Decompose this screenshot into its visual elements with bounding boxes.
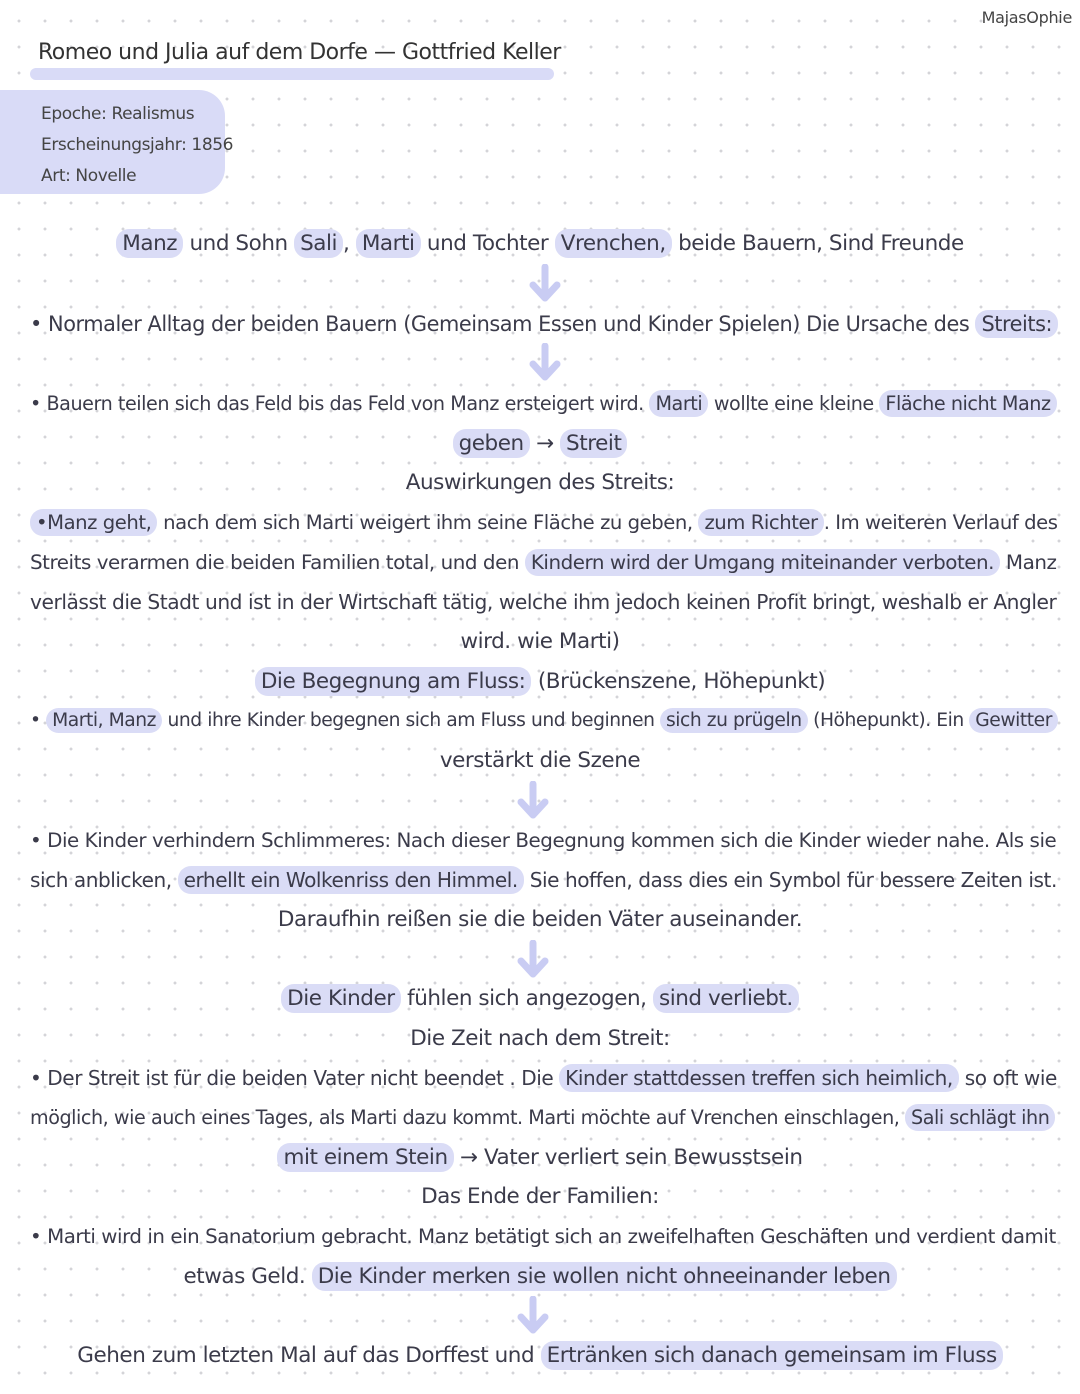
line-szene bbox=[30, 746, 1050, 776]
highlight: Streits: bbox=[975, 310, 1058, 338]
line-ohneeinander bbox=[30, 1262, 1050, 1292]
line-verliebt bbox=[30, 984, 1050, 1014]
down-arrow-icon bbox=[516, 940, 550, 978]
text: möglich, wie auch eines Tages, als Marti dazu kommt. Marti möchte auf Vrenchen einschlagen, bbox=[30, 1106, 906, 1129]
text: Die Zeit nach dem Streit: bbox=[410, 1026, 670, 1051]
line-fluss bbox=[30, 706, 1050, 736]
highlight: Die Kinder merken sie wollen nicht ohneeinander leben bbox=[312, 1262, 897, 1291]
highlight: zum Richter bbox=[698, 509, 823, 536]
highlight: Marti, Manz bbox=[46, 708, 162, 733]
highlight: Sali bbox=[294, 229, 343, 258]
highlight: geben bbox=[453, 429, 530, 458]
highlight: Kinder stattdessen treffen sich heimlich, bbox=[559, 1064, 959, 1092]
down-arrow-icon bbox=[516, 781, 550, 819]
line-verarmen bbox=[30, 548, 1057, 578]
text: Das Ende der Familien: bbox=[421, 1184, 659, 1209]
section-heading bbox=[30, 667, 1050, 697]
text: wird. wie Marti) bbox=[460, 629, 620, 654]
highlight: erhellt ein Wolkenriss den Himmel. bbox=[178, 866, 524, 894]
text: verlässt die Stadt und ist in der Wirtschaft tätig, welche ihm jedoch keinen Profit bringt, weshalb er Angler bbox=[30, 590, 1057, 614]
highlight: Die Begegnung am Fluss: bbox=[255, 667, 532, 696]
text: • Bauern teilen sich das Feld bis das Feld von Manz ersteigert wird. bbox=[30, 392, 650, 415]
text: → Vater verliert sein Bewusstsein bbox=[453, 1145, 803, 1170]
text: (Brückenszene, Höhepunkt) bbox=[531, 669, 826, 694]
highlight: Fläche nicht Manz bbox=[879, 390, 1056, 417]
info-type: Art: Novelle bbox=[41, 166, 137, 186]
highlight: Vrenchen, bbox=[555, 229, 672, 258]
text: verstärkt die Szene bbox=[439, 748, 641, 773]
text: etwas Geld. bbox=[183, 1264, 312, 1289]
line-characters bbox=[30, 229, 1050, 259]
highlight: Sali schlägt ihn bbox=[905, 1104, 1055, 1131]
line-kinder bbox=[30, 826, 1057, 856]
down-arrow-icon bbox=[528, 264, 562, 302]
text: • Normaler Alltag der beiden Bauern (Gemeinsam Essen und Kinder Spielen) Die Ursache des bbox=[30, 312, 976, 336]
text: , bbox=[343, 231, 356, 256]
text: nach dem sich Marti weigert ihm seine Fläche zu geben, bbox=[157, 511, 699, 534]
line-stein bbox=[30, 1143, 1050, 1173]
text: Daraufhin reißen sie die beiden Väter auseinander. bbox=[277, 907, 803, 932]
section-heading bbox=[30, 1024, 1050, 1054]
text: und Sohn bbox=[183, 231, 295, 256]
highlight: Ertränken sich danach gemeinsam im Fluss bbox=[541, 1341, 1003, 1370]
text: Auswirkungen des Streits: bbox=[405, 470, 675, 495]
text: und ihre Kinder begegnen sich am Fluss und beginnen bbox=[162, 710, 660, 731]
down-arrow-icon bbox=[528, 343, 562, 381]
text: • Der Streit ist für die beiden Vater nicht beendet . Die bbox=[30, 1066, 560, 1090]
text: • bbox=[30, 710, 47, 731]
highlight: Gewitter bbox=[969, 708, 1058, 733]
line-wirtschaft bbox=[30, 587, 1057, 617]
down-arrow-icon bbox=[516, 1296, 550, 1334]
text: so oft wie bbox=[958, 1066, 1057, 1090]
line-angler bbox=[30, 627, 1050, 657]
text: Manz bbox=[1000, 551, 1057, 574]
text: Gehen zum letzten Mal auf das Dorffest und bbox=[77, 1343, 541, 1368]
line-alltag bbox=[30, 309, 1053, 339]
info-year: Erscheinungsjahr: 1856 bbox=[41, 135, 234, 155]
highlight: sind verliebt. bbox=[653, 984, 799, 1013]
highlight: Marti bbox=[649, 390, 708, 417]
line-einschlagen bbox=[30, 1103, 1050, 1133]
highlight: Manz bbox=[116, 229, 183, 258]
highlight: Kindern wird der Umgang miteinander verboten. bbox=[525, 549, 1000, 576]
text: fühlen sich angezogen, bbox=[400, 986, 653, 1011]
text: sich anblicken, bbox=[30, 868, 178, 892]
highlight: •Manz geht, bbox=[30, 509, 157, 536]
section-heading bbox=[30, 1182, 1050, 1212]
page-title: Romeo und Julia auf dem Dorfe — Gottfried Keller bbox=[38, 40, 561, 65]
line-sanatorium bbox=[30, 1222, 1056, 1252]
line-heimlich bbox=[30, 1063, 1057, 1093]
text: . Im weiteren Verlauf des bbox=[823, 511, 1058, 534]
text: Sie hoffen, dass dies ein Symbol für bessere Zeiten ist. bbox=[523, 868, 1057, 892]
text: Streits verarmen die beiden Familien total, und den bbox=[30, 551, 525, 574]
author-name: MajasOphie bbox=[981, 8, 1072, 27]
highlight: mit einem Stein bbox=[277, 1143, 453, 1172]
text: (Höhepunkt). Ein bbox=[807, 710, 970, 731]
text: • Die Kinder verhindern Schlimmeres: Nach dieser Begegnung kommen sich die Kinder wieder nahe. Als sie bbox=[30, 829, 1057, 852]
line-ende bbox=[30, 1341, 1050, 1371]
text: • Marti wird in ein Sanatorium gebracht. Manz betätigt sich an zweifelhaften Geschäften und verdient damit bbox=[30, 1225, 1056, 1248]
section-heading bbox=[30, 468, 1050, 498]
line-streit bbox=[30, 429, 1050, 459]
text: → bbox=[529, 431, 561, 456]
line-vaeter bbox=[30, 905, 1050, 935]
highlight: sich zu prügeln bbox=[660, 708, 808, 733]
text: beide Bauern, Sind Freunde bbox=[671, 231, 964, 256]
highlight: Streit bbox=[560, 429, 627, 458]
text: und Tochter bbox=[420, 231, 555, 256]
line-richter bbox=[30, 508, 1058, 538]
line-wolkenriss bbox=[30, 865, 1057, 895]
info-epoche: Epoche: Realismus bbox=[41, 104, 195, 124]
title-highlight bbox=[30, 68, 554, 80]
highlight: Die Kinder bbox=[281, 984, 401, 1013]
line-feld bbox=[30, 389, 1050, 419]
highlight: Marti bbox=[356, 229, 421, 258]
text: wollte eine kleine bbox=[708, 392, 880, 415]
